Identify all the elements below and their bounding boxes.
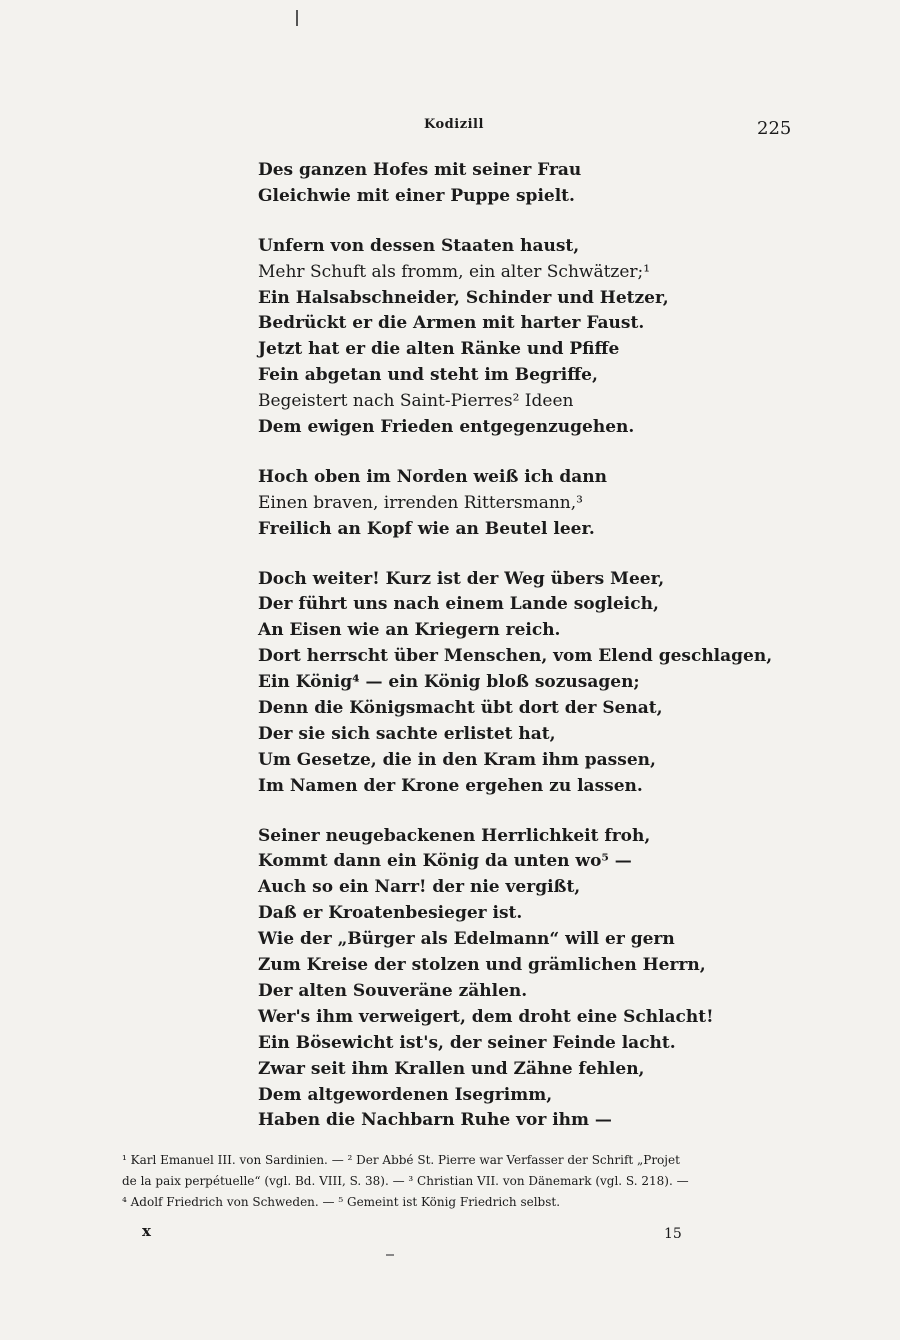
- verse-line: Denn die Königsmacht übt dort der Senat,: [258, 698, 663, 719]
- running-head: Kodizill: [424, 117, 484, 132]
- verse-line: Daß er Kroatenbesieger ist.: [258, 903, 523, 924]
- verse-line: Der sie sich sachte erlistet hat,: [258, 723, 556, 744]
- verse-line: Unfern von dessen Staaten haust,: [258, 235, 580, 256]
- verse-line: Gleichwie mit einer Puppe spielt.: [258, 185, 575, 206]
- verse-line: Haben die Nachbarn Ruhe vor ihm —: [258, 1110, 612, 1131]
- verse-line: Wie der „Bürger als Edelmann“ will er gern: [258, 929, 675, 950]
- verse-line: Ein Bösewicht ist's, der seiner Feinde lacht.: [258, 1032, 676, 1053]
- margin-mark: [296, 10, 298, 26]
- signature-mark-left: x: [142, 1222, 151, 1240]
- print-speck: [386, 1254, 394, 1256]
- verse-line: Im Namen der Krone ergehen zu lassen.: [258, 775, 643, 796]
- verse-line: Um Gesetze, die in den Kram ihm passen,: [258, 749, 656, 770]
- verse-line: Der führt uns nach einem Lande sogleich,: [258, 594, 659, 615]
- verse-line: Ein König⁴ — ein König bloß sozusagen;: [258, 672, 640, 693]
- stanza: [258, 824, 818, 1135]
- verse-line: Einen braven, irrenden Rittersmann,³: [258, 492, 583, 513]
- footnote-line: ¹ Karl Emanuel III. von Sardinien. — ² Der Abbé St. Pierre war Verfasser der Schrift „Projet: [122, 1153, 680, 1167]
- verse-line: Begeistert nach Saint-Pierres² Ideen: [258, 391, 574, 412]
- stanza: [258, 567, 818, 800]
- verse-line: Des ganzen Hofes mit seiner Frau: [258, 160, 582, 180]
- footnote-line: ⁴ Adolf Friedrich von Schweden. — ⁵ Gemeint ist König Friedrich selbst.: [122, 1195, 561, 1209]
- verse-line: Zwar seit ihm Krallen und Zähne fehlen,: [258, 1058, 645, 1079]
- verse-line: An Eisen wie an Kriegern reich.: [258, 620, 561, 641]
- verse-line: Dort herrscht über Menschen, vom Elend geschlagen,: [258, 646, 773, 667]
- verse-line: Dem altgewordenen Isegrimm,: [258, 1084, 553, 1105]
- verse-line: Fein abgetan und steht im Begriffe,: [258, 365, 598, 386]
- verse-line: Freilich an Kopf wie an Beutel leer.: [258, 518, 595, 539]
- poem: [258, 158, 818, 1158]
- verse-line: Wer's ihm verweigert, dem droht eine Schlacht!: [258, 1006, 714, 1027]
- verse-line: Kommt dann ein König da unten wo⁵ —: [258, 851, 632, 872]
- verse-line: Jetzt hat er die alten Ränke und Pfiffe: [258, 339, 620, 360]
- stanza: [258, 158, 818, 210]
- footnote-line: de la paix perpétuelle“ (vgl. Bd. VIII, S. 38). — ³ Christian VII. von Dänemark (vgl. S. 218). —: [122, 1174, 689, 1188]
- verse-line: Auch so ein Narr! der nie vergißt,: [258, 877, 581, 898]
- signature-mark-right: 15: [664, 1226, 682, 1242]
- footnotes: [122, 1150, 782, 1213]
- verse-line: Zum Kreise der stolzen und grämlichen Herrn,: [258, 955, 706, 976]
- stanza: [258, 465, 818, 543]
- verse-line: Dem ewigen Frieden entgegenzugehen.: [258, 417, 635, 438]
- verse-line: Mehr Schuft als fromm, ein alter Schwätzer;¹: [258, 261, 651, 282]
- page-number: 225: [757, 118, 792, 139]
- verse-line: Bedrückt er die Armen mit harter Faust.: [258, 313, 645, 334]
- verse-line: Hoch oben im Norden weiß ich dann: [258, 466, 607, 487]
- verse-line: Ein Halsabschneider, Schinder und Hetzer,: [258, 287, 669, 308]
- verse-line: Seiner neugebackenen Herrlichkeit froh,: [258, 825, 651, 846]
- verse-line: Doch weiter! Kurz ist der Weg übers Meer,: [258, 568, 665, 589]
- verse-line: Der alten Souveräne zählen.: [258, 980, 528, 1001]
- stanza: [258, 234, 818, 441]
